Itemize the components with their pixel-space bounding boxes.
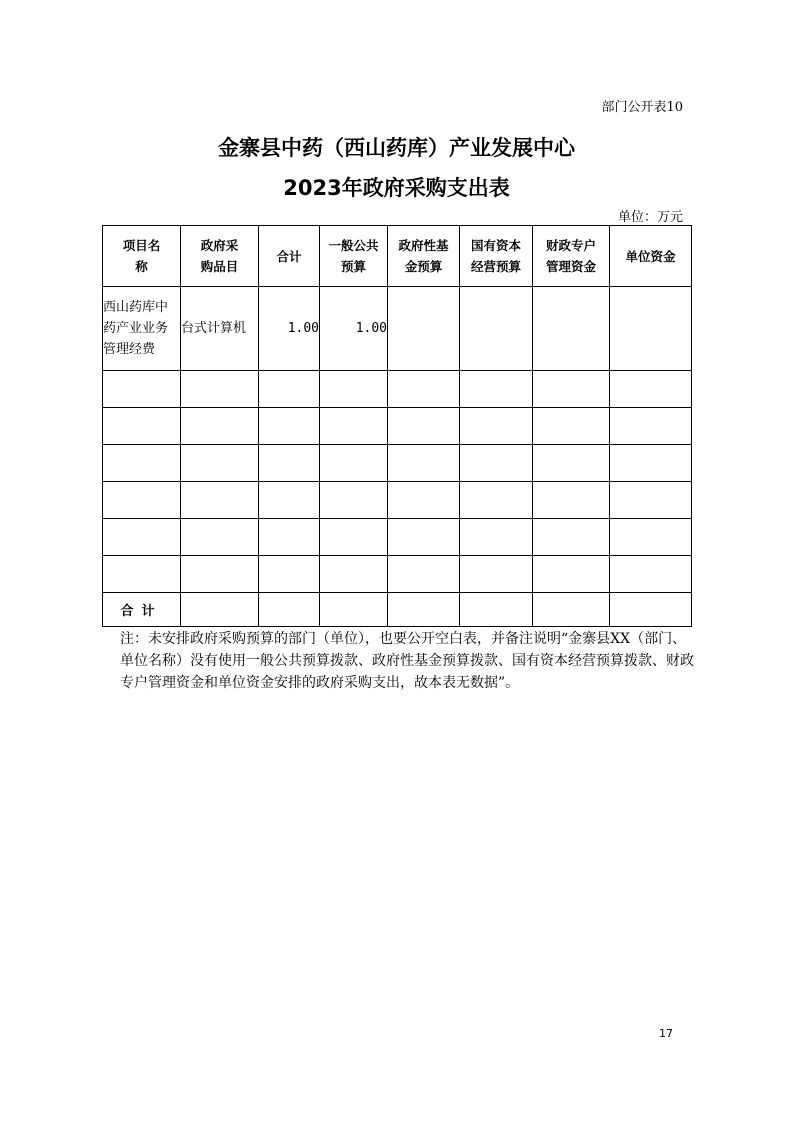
table-row-empty (103, 519, 692, 556)
state-capital-budget-cell (460, 287, 533, 371)
column-header: 财政专户管理资金 (533, 226, 610, 287)
column-header: 合计 (259, 226, 320, 287)
column-header: 政府采购品目 (181, 226, 259, 287)
table-row-empty (103, 371, 692, 408)
page-number: 17 (659, 1027, 673, 1040)
page-title: 金寨县中药（西山药库）产业发展中心 (218, 136, 575, 160)
page-subtitle: 2023年政府采购支出表 (283, 176, 510, 200)
table-row-empty (103, 445, 692, 482)
special-account-cell (533, 287, 610, 371)
column-header: 政府性基金预算 (388, 226, 460, 287)
column-header: 一般公共预算 (320, 226, 388, 287)
table-row-empty (103, 482, 692, 519)
table-row-empty (103, 408, 692, 445)
total-label: 合计 (103, 593, 181, 627)
column-header: 国有资本经营预算 (460, 226, 533, 287)
column-header: 单位资金 (610, 226, 692, 287)
column-header: 项目名称 (103, 226, 181, 287)
general-budget-cell: 1.00 (320, 287, 388, 371)
table-label: 部门公开表10 (601, 100, 683, 115)
project-name-cell: 西山药库中药产业业务管理经费 (103, 287, 181, 371)
procurement-table (102, 225, 692, 627)
table-row (103, 287, 692, 371)
total-cell: 1.00 (259, 287, 320, 371)
table-header-row (103, 226, 692, 287)
procurement-item-cell: 台式计算机 (181, 287, 259, 371)
table-total-row (103, 593, 692, 627)
table-row-empty (103, 556, 692, 593)
unit-label: 单位：万元 (617, 210, 683, 225)
fund-budget-cell (388, 287, 460, 371)
note-text: 注：未安排政府采购预算的部门（单位），也要公开空白表，并备注说明“金寨县XX（部门、单位名称）没有使用一般公共预算拨款、政府性基金预算拨款、国有资本经营预算拨款、财政专户管理资金和单位资金安排的政府采购支出，故本表无数据”。 (120, 631, 694, 691)
unit-funds-cell (610, 287, 692, 371)
